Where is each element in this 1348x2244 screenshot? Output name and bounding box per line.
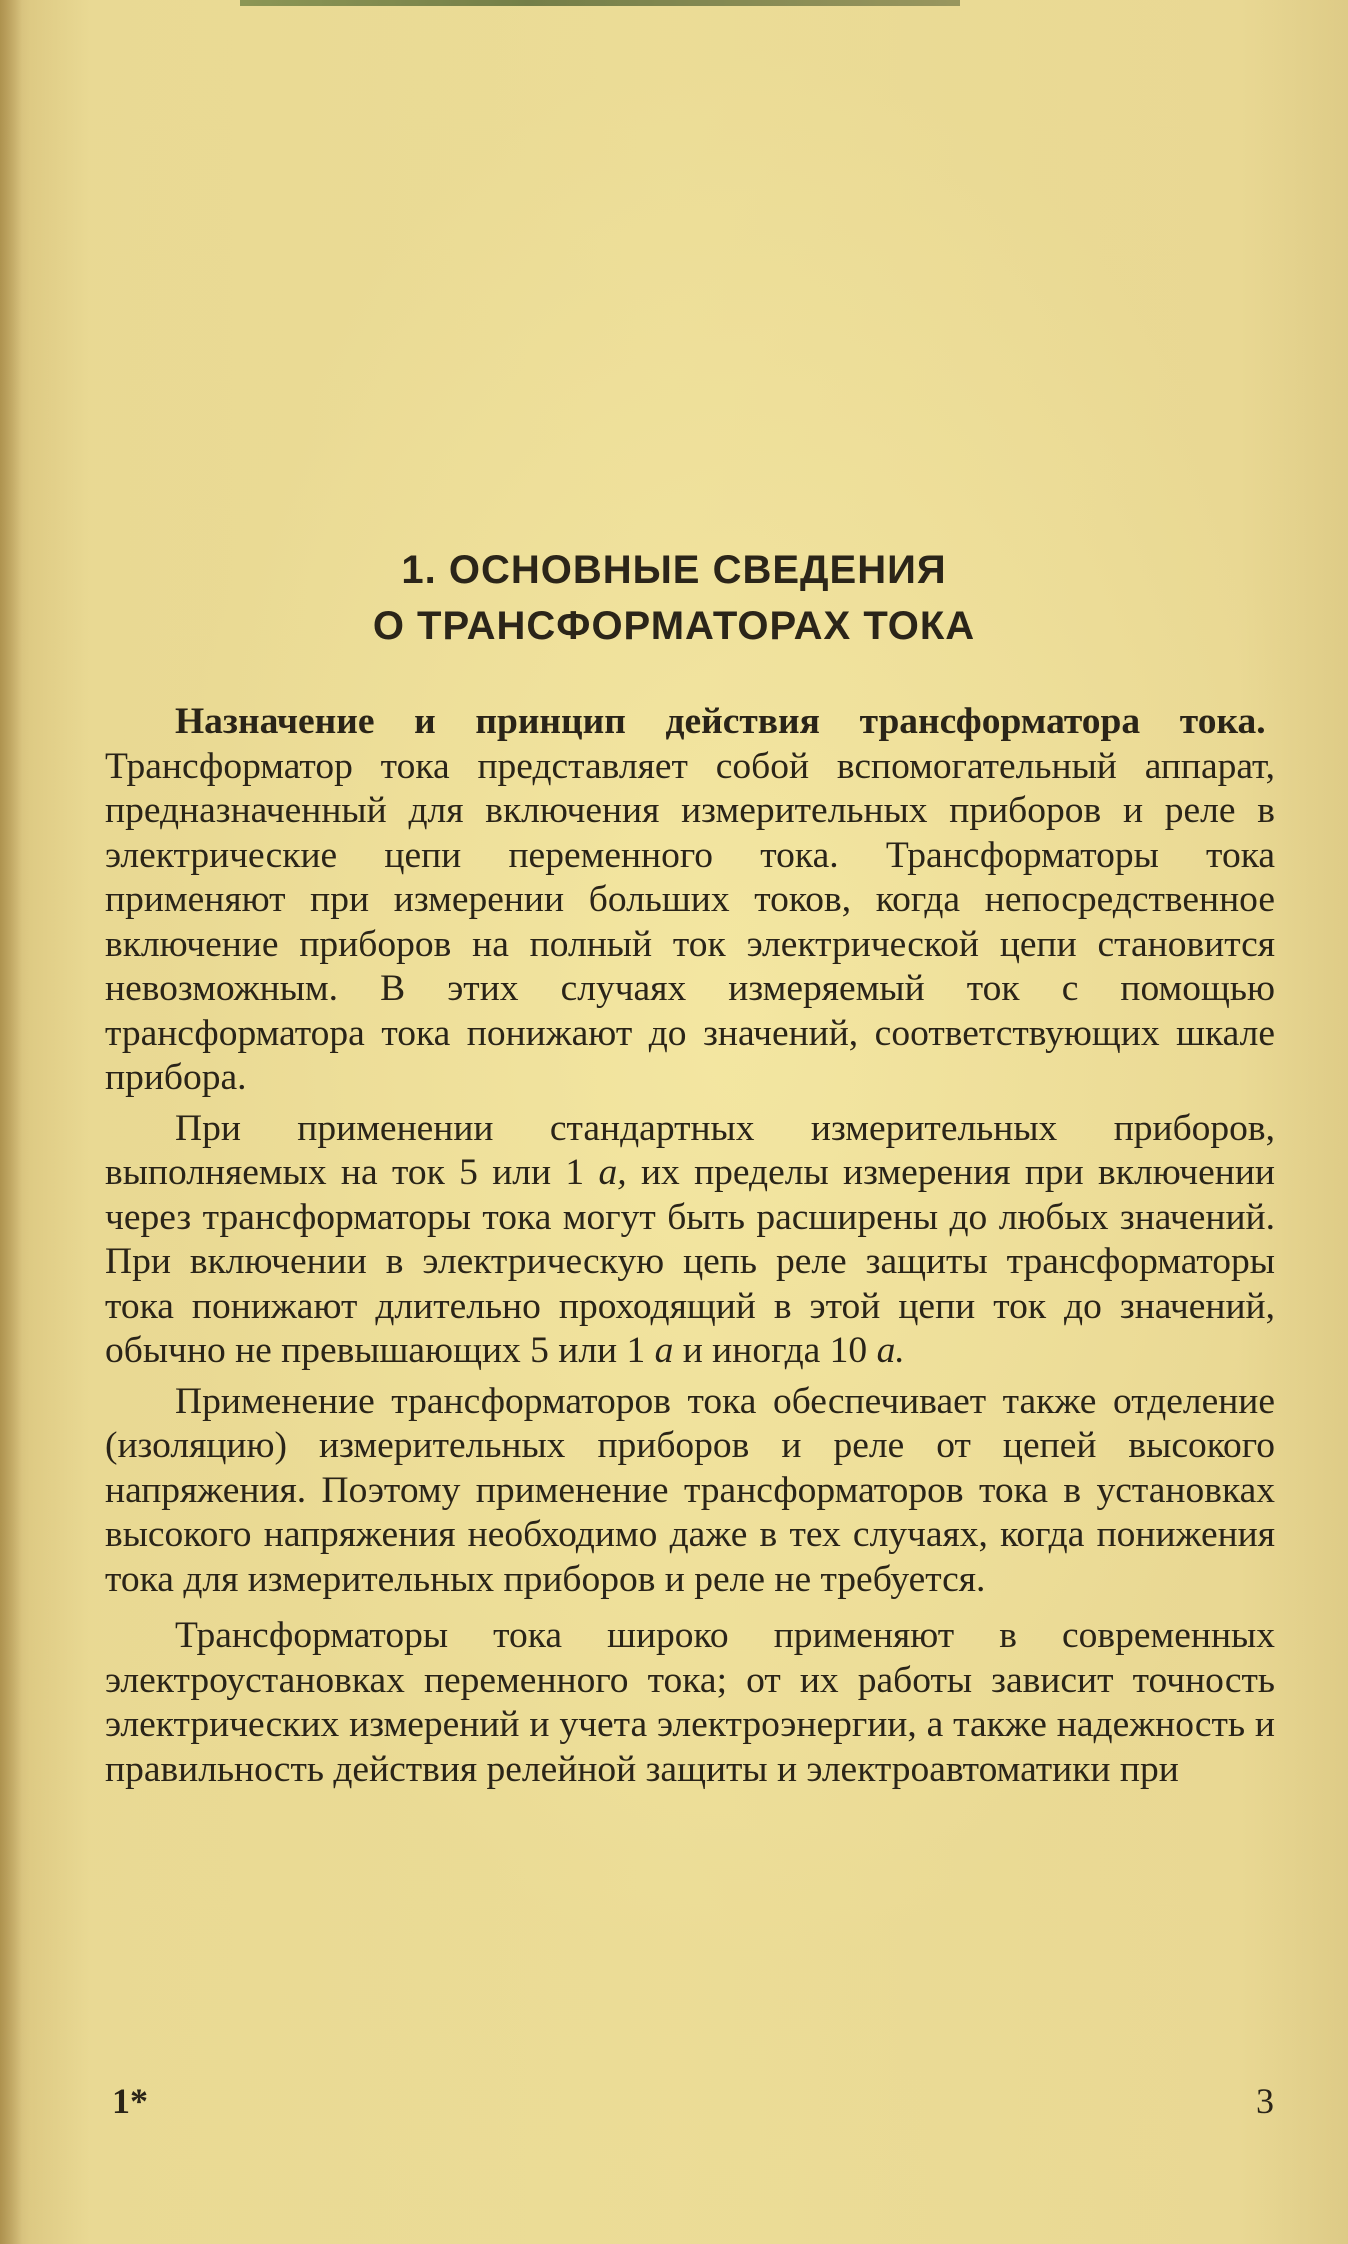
chapter-heading-line-1: 1. ОСНОВНЫЕ СВЕДЕНИЯ [401,548,947,592]
paragraph-4-text: Трансформаторы тока широко применяют в современных электроустановках переменного тока; от их работы зависит точность электрических измерений и учета электроэнергии, а также надежность и правильность действия релейной защиты и электроавтоматики при [105,1615,1275,1790]
paragraph-3-text: Применение трансформаторов тока обеспечивает также отделение (изоляцию) измерительных приборов и реле от цепей высокого напряжения. Поэтому применение трансформаторов тока в установках высокого напряжения необходимо даже в тех случаях, когда понижения тока для измерительных приборов и реле не требуется. [105,1380,1275,1600]
paragraph-3 [105,1380,1275,1603]
previous-page-edge [240,0,960,6]
run-in-heading: Назначение и принцип действия трансформатора тока. [175,701,1266,742]
body-text [105,700,1275,1792]
paragraph-2 [105,1107,1275,1374]
paragraph-1 [105,700,1275,1101]
paragraph-4 [105,1614,1275,1792]
binding-shadow [0,0,22,2244]
chapter-heading [0,542,1348,654]
paragraph-2-text-c: и иногда 10 [682,1330,868,1371]
printer-signature-mark: 1* [112,2081,148,2121]
unit-ampere: а, [598,1152,627,1193]
unit-ampere: а [654,1330,674,1371]
paragraph-2-text-a: При применении стандартных измерительных приборов, выполняемых на ток 5 или 1 [105,1107,1275,1193]
paragraph-1-text: Трансформатор тока представляет собой вспомогательный аппарат, предназначенный для включения измерительных приборов и реле в электрические цепи переменного тока. Трансформаторы тока применяют при измерении больших токов, когда непосредственное включение приборов на полный ток электрической цепи становится невозможным. В этих случаях измеряемый ток с помощью трансформатора тока понижают до значений, соответствующих шкале прибора. [105,745,1275,1098]
paragraph-2-text-b: их пределы измерения при включении через трансформаторы тока могут быть расширены до любых значений. При включении в электрическую цепь реле защиты трансформаторы тока понижают длительно проходящий в этой цепи ток до значений, обычно не превышающих 5 или 1 [105,1152,1275,1371]
page-number: 3 [1256,2081,1274,2121]
unit-ampere: а. [876,1330,905,1371]
chapter-heading-line-2: О ТРАНСФОРМАТОРАХ ТОКА [372,604,976,648]
